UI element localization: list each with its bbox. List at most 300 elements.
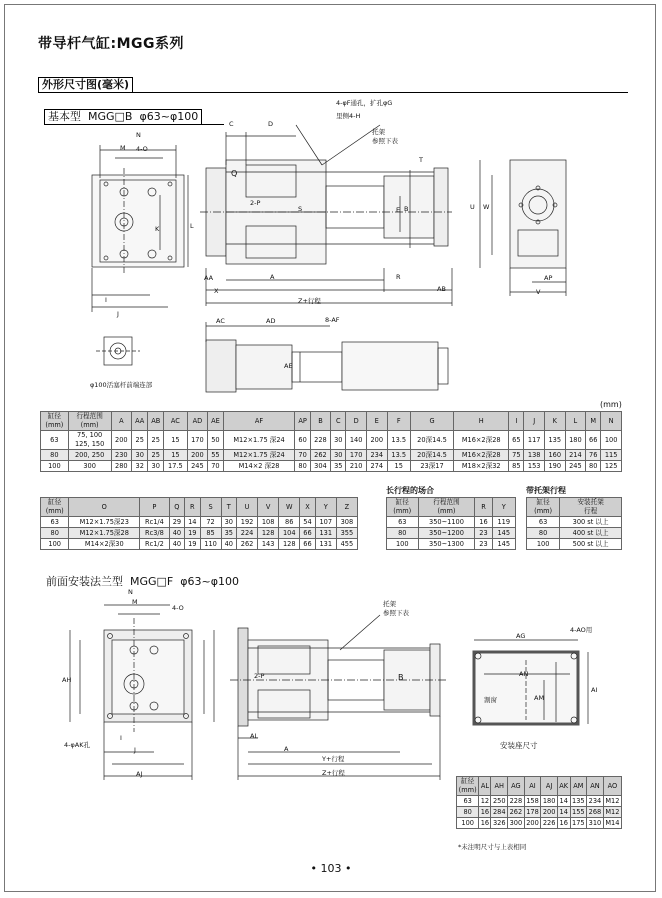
table-header-row <box>527 498 622 517</box>
column-header: AP <box>295 412 310 431</box>
dim-letter-aj: AJ <box>136 770 143 778</box>
table-cell: 70 <box>295 450 310 461</box>
table-cell: 350~1100 <box>418 517 475 528</box>
column-header: J <box>524 412 545 431</box>
table-cell: 85 <box>509 461 524 472</box>
table-row <box>387 528 516 539</box>
callout-mount-base: 安装座尺寸 <box>500 741 538 750</box>
table-cell: M12×1.75深28 <box>69 528 140 539</box>
table-cell: 200 <box>366 431 387 450</box>
table-cell: 14 <box>557 807 570 818</box>
table-cell: 40 <box>169 528 184 539</box>
table-cell: 304 <box>310 461 331 472</box>
column-header: AF <box>223 412 295 431</box>
table-cell: 30 <box>148 461 164 472</box>
dim-letter-ab: AB <box>437 285 446 293</box>
table-cell: 30 <box>331 431 346 450</box>
table-cell: 85 <box>200 528 221 539</box>
dim-letter-u: U <box>470 203 475 211</box>
dim-letter-k: K <box>155 225 160 233</box>
table-cell: 12 <box>480 796 490 805</box>
table-cell: 180 <box>541 796 558 807</box>
table-cell: 153 <box>524 461 545 472</box>
table-cell: 125 <box>601 461 622 472</box>
table-cell: 55 <box>208 450 223 461</box>
dim-letter-j: J <box>117 310 119 318</box>
column-header: P <box>140 498 170 517</box>
table-cell: 210 <box>346 461 367 472</box>
table-cell: 355 <box>336 528 357 539</box>
callout-y-stroke: Y+行程 <box>322 755 345 763</box>
table-cell: M12 <box>603 807 621 818</box>
table-cell: 200 <box>111 431 132 450</box>
table-cell: M12×1.75 深24 <box>223 450 295 461</box>
dim-letter-fb: B <box>398 673 404 682</box>
column-header: 安装托架 行程 <box>560 498 622 517</box>
table-cell: 300 st 以上 <box>560 517 622 528</box>
column-header: AD <box>187 412 208 431</box>
table-cell: 29 <box>169 517 184 528</box>
table-cell: 300 <box>68 461 111 472</box>
table-cell: 23 <box>475 528 492 539</box>
table-cell: 224 <box>237 528 258 539</box>
column-header: W <box>279 498 300 517</box>
table-cell: 226 <box>541 818 558 829</box>
callout-z-stroke: Z+行程 <box>298 297 321 305</box>
callout-flange-bracket-ref: 参照下表 <box>383 609 409 617</box>
column-header: AL <box>479 777 491 796</box>
dim-letter-q: Q <box>231 169 238 178</box>
column-header: X <box>300 498 315 517</box>
table-cell: 192 <box>237 517 258 528</box>
column-header: V <box>258 498 279 517</box>
table-header-row <box>457 777 622 796</box>
table-row <box>41 450 622 461</box>
column-header: AB <box>148 412 164 431</box>
table-cell: 170 <box>187 431 208 450</box>
table-cell: 14 <box>185 517 200 528</box>
column-header: AE <box>208 412 223 431</box>
table-cell: 35 <box>331 461 346 472</box>
table-cell: 190 <box>544 461 565 472</box>
table-cell: 63 <box>457 796 479 807</box>
table-cell: 25 <box>148 431 164 450</box>
callout-flange-holes: 4-φAK孔 <box>64 741 90 749</box>
column-header: L <box>565 412 586 431</box>
table-cell: M14×2深30 <box>69 539 140 550</box>
dim-letter-c: C <box>229 120 234 128</box>
table-cell: 19 <box>185 539 200 550</box>
table-cell: M12×1.75深23 <box>69 517 140 528</box>
table-cell: 66 <box>300 539 315 550</box>
table-cell: 268 <box>587 807 604 818</box>
table-header-row <box>41 498 358 517</box>
table-cell: 245 <box>187 461 208 472</box>
dim-letter-w: W <box>483 203 490 211</box>
page-number: • 103 • <box>310 862 352 875</box>
dim-letter-r: R <box>396 273 401 281</box>
callout-through-hole: 4-φF通孔，扩孔φG <box>336 99 393 107</box>
column-header: S <box>200 498 221 517</box>
table-cell: 200 <box>187 450 208 461</box>
table-cell: 100 <box>527 539 560 550</box>
column-header: E <box>366 412 387 431</box>
table-cell: 180 <box>565 431 586 450</box>
column-header: R <box>475 498 492 517</box>
table-cell: 326 <box>491 818 508 829</box>
dimension-table-secondary <box>40 497 358 550</box>
basic-type-heading: 基本型 MGG□B φ63~φ100 <box>44 109 202 125</box>
basic-end-view <box>480 160 566 296</box>
table-cell: 30 <box>331 450 346 461</box>
table-cell: 76 <box>586 450 601 461</box>
table-cell: 200, 250 <box>68 450 111 461</box>
dim-letter-fj: J <box>134 746 136 754</box>
table-row <box>527 539 622 550</box>
table-cell: 80 <box>295 461 310 472</box>
table-cell: 30 <box>221 517 236 528</box>
table-cell: 230 <box>111 450 132 461</box>
table-cell: 13.5 <box>387 450 410 461</box>
column-header: AH <box>491 777 508 796</box>
table-cell: 14 <box>557 796 570 807</box>
table-header-row <box>41 412 622 431</box>
table-cell: 63 <box>41 431 69 450</box>
callout-8af: 8-AF <box>325 316 340 324</box>
table-cell: M14 <box>603 818 621 829</box>
callout-back-thread: 里侧4-H <box>336 112 361 120</box>
table-cell: 200 <box>541 807 558 818</box>
table-row <box>41 517 358 528</box>
table-cell: 40 <box>169 539 184 550</box>
table-row <box>457 796 622 807</box>
table-cell: 200 <box>524 818 541 829</box>
table-cell: 70 <box>208 461 223 472</box>
dim-letter-l: L <box>190 222 194 230</box>
table-row <box>41 461 622 472</box>
table-header-row <box>387 498 516 517</box>
table-cell: 170 <box>346 450 367 461</box>
piston-end-detail <box>96 337 140 365</box>
dim-letter-s: S <box>298 205 303 213</box>
table-cell: 128 <box>279 539 300 550</box>
table-cell: 500 st 以上 <box>560 539 622 550</box>
table-cell: 228 <box>310 431 331 450</box>
column-header: B <box>310 412 331 431</box>
table-cell: 350~1300 <box>418 539 475 550</box>
dim-letter-fm: M <box>132 598 138 606</box>
column-header: AM <box>570 777 587 796</box>
column-header: AJ <box>541 777 558 796</box>
column-header: G <box>410 412 453 431</box>
dim-letter-b: B <box>404 205 409 213</box>
table-cell: 115 <box>601 450 622 461</box>
dim-letter-m: M <box>120 144 126 152</box>
flange-type-heading: 前面安装法兰型 MGG□F φ63~φ100 <box>46 575 239 588</box>
table-cell: 23 <box>475 539 492 550</box>
dim-letter-ag: AG <box>516 632 526 640</box>
long-stroke-caption: 长行程的场合 <box>386 486 434 495</box>
table-cell: 54 <box>300 517 315 528</box>
table-cell: 80 <box>457 807 479 818</box>
footnote: *未注明尺寸与上表相同 <box>458 843 527 851</box>
table-cell: 63 <box>527 517 560 528</box>
table-cell: 308 <box>336 517 357 528</box>
callout-flange-bracket: 托架 <box>383 600 396 608</box>
table-cell: 16 <box>480 807 490 816</box>
dim-letter-fi: I <box>120 734 122 742</box>
column-header: O <box>69 498 140 517</box>
table-cell: 284 <box>491 807 508 818</box>
table-cell: 140 <box>346 431 367 450</box>
page-title: 带导杆气缸:MGG系列 <box>38 36 185 52</box>
column-header: AG <box>508 777 525 796</box>
table-cell: 35 <box>221 528 236 539</box>
table-cell: 23深17 <box>410 461 453 472</box>
table-cell: 178 <box>524 807 541 818</box>
dim-letter-al: AL <box>250 732 259 740</box>
table-cell: 80 <box>527 528 560 539</box>
dim-letter-t: T <box>419 156 423 164</box>
table-cell: 15 <box>164 431 187 450</box>
table-cell: 86 <box>279 517 300 528</box>
table-cell: 80 <box>586 461 601 472</box>
table-cell: M12 <box>603 796 621 807</box>
table-row <box>457 807 622 818</box>
flange-front-view <box>70 605 214 780</box>
table-cell: 131 <box>315 539 336 550</box>
table-cell: 75 <box>509 450 524 461</box>
table-cell: M16×2深28 <box>454 431 509 450</box>
column-header: D <box>346 412 367 431</box>
callout-section-cut: 割窗 <box>484 696 497 704</box>
table-cell: 72 <box>200 517 221 528</box>
column-header: 缸径 (mm) <box>41 498 69 517</box>
table-row <box>457 818 622 829</box>
table-cell: 104 <box>279 528 300 539</box>
table-cell: 350~1200 <box>418 528 475 539</box>
table-cell: 75, 100 125, 150 <box>68 431 111 450</box>
table-cell: 274 <box>366 461 387 472</box>
table-cell: 32 <box>132 461 148 472</box>
callout-bracket: 托架 <box>372 128 385 136</box>
mount-base-view <box>474 640 588 724</box>
table-cell: 131 <box>315 528 336 539</box>
column-header: 缸径 (mm) <box>457 777 479 796</box>
table-cell: 15 <box>164 450 187 461</box>
table-cell: 16 <box>557 818 570 829</box>
dim-letter-ad: AD <box>266 317 276 325</box>
table-cell: 155 <box>570 807 587 818</box>
table-cell: 15 <box>387 461 410 472</box>
dim-letter-fa: A <box>284 745 289 753</box>
table-cell: 63 <box>41 517 69 528</box>
dimension-table-main <box>40 411 622 472</box>
table-cell: 310 <box>587 818 604 829</box>
callout-flange-z-stroke: Z+行程 <box>322 769 345 777</box>
table-cell: 50 <box>208 431 223 450</box>
table-cell: Rc1/2 <box>140 539 170 550</box>
column-header: 缸径 (mm) <box>527 498 560 517</box>
table-row <box>527 528 622 539</box>
column-header: Y <box>315 498 336 517</box>
dim-letter-n: N <box>136 131 141 139</box>
column-header: Q <box>169 498 184 517</box>
callout-bracket-ref: 参照下表 <box>372 137 398 145</box>
column-header: AN <box>587 777 604 796</box>
dim-letter-d: D <box>268 120 274 128</box>
column-header: Y <box>492 498 515 517</box>
column-header: Z <box>336 498 357 517</box>
table-row <box>387 517 516 528</box>
table-cell: 160 <box>544 450 565 461</box>
callout-flange-4o: 4-O <box>172 604 184 612</box>
dim-letter-v: V <box>536 288 541 296</box>
table-cell: 66 <box>300 528 315 539</box>
table-cell: 40 <box>221 539 236 550</box>
section-heading: 外形尺寸图(毫米) <box>38 77 133 93</box>
dim-letter-ap: AP <box>544 274 553 282</box>
column-header: AA <box>132 412 148 431</box>
callout-piston-end: φ100活塞杆前端连部 <box>90 381 153 389</box>
basic-top-view <box>206 322 448 392</box>
callout-4o: 4-O <box>136 145 148 153</box>
table-cell: 19 <box>185 528 200 539</box>
basic-side-view <box>200 125 452 306</box>
column-header: 行程范围 (mm) <box>68 412 111 431</box>
column-header: 行程范围 (mm) <box>418 498 475 517</box>
table-cell: 119 <box>492 517 515 528</box>
dim-letter-x: X <box>214 287 219 295</box>
table-cell: 108 <box>258 517 279 528</box>
table-cell: 262 <box>310 450 331 461</box>
dim-letter-aa: AA <box>204 274 214 282</box>
column-header: I <box>509 412 524 431</box>
table-cell: 63 <box>387 517 419 528</box>
table-row <box>41 539 358 550</box>
table-cell: 135 <box>544 431 565 450</box>
table-cell: 13.5 <box>387 431 410 450</box>
table-cell: 143 <box>258 539 279 550</box>
long-stroke-table <box>386 497 516 550</box>
callout-flange-2p: 2-P <box>254 672 265 680</box>
table-cell: Rc3/8 <box>140 528 170 539</box>
column-header: A <box>111 412 132 431</box>
table-cell: 25 <box>148 450 164 461</box>
table-cell: 110 <box>200 539 221 550</box>
column-header: AC <box>164 412 187 431</box>
column-header: AI <box>524 777 541 796</box>
table-cell: 228 <box>508 796 525 807</box>
table-cell: 280 <box>111 461 132 472</box>
column-header: AO <box>603 777 621 796</box>
dim-letter-fn: N <box>128 588 133 596</box>
dim-letter-an: AN <box>519 670 529 678</box>
table-cell: 400 st 以上 <box>560 528 622 539</box>
column-header: 缸径 (mm) <box>387 498 419 517</box>
table-cell: Rc1/4 <box>140 517 170 528</box>
table-cell: 135 <box>570 796 587 807</box>
table-row <box>527 517 622 528</box>
table-cell: 117 <box>524 431 545 450</box>
table-cell: 300 <box>508 818 525 829</box>
column-header: F <box>387 412 410 431</box>
table-cell: 100 <box>601 431 622 450</box>
column-header: H <box>454 412 509 431</box>
table-cell: 80 <box>387 528 419 539</box>
table-cell: 100 <box>457 818 479 829</box>
table-cell: 25 <box>132 431 148 450</box>
table-cell: 65 <box>509 431 524 450</box>
table-cell: 100 <box>41 539 69 550</box>
table-row <box>387 539 516 550</box>
table-cell: 262 <box>508 807 525 818</box>
table-row <box>41 431 622 450</box>
flange-dimension-table <box>456 776 622 829</box>
table-cell: 60 <box>295 431 310 450</box>
table-cell: 20深14.5 <box>410 431 453 450</box>
column-header: C <box>331 412 346 431</box>
dim-letter-ae: AE <box>284 362 293 370</box>
dim-letter-a: A <box>270 273 275 281</box>
column-header: T <box>221 498 236 517</box>
table-cell: 145 <box>492 528 515 539</box>
table-cell: 17.5 <box>164 461 187 472</box>
table-cell: 107 <box>315 517 336 528</box>
table-cell: 30 <box>132 450 148 461</box>
column-header: U <box>237 498 258 517</box>
table-cell: 80 <box>41 450 69 461</box>
dim-letter-ai: AI <box>591 686 598 694</box>
column-header: AK <box>557 777 570 796</box>
table-cell: 100 <box>41 461 69 472</box>
callout-flange-thread: 4-AO用 <box>570 626 593 634</box>
table-cell: 80 <box>41 528 69 539</box>
column-header: 缸径 (mm) <box>41 412 69 431</box>
table-cell: 245 <box>565 461 586 472</box>
dim-letter-ah: AH <box>62 676 72 684</box>
table-cell: 138 <box>524 450 545 461</box>
table-cell: 158 <box>524 796 541 807</box>
unit-note: (mm) <box>600 400 622 409</box>
table-cell: 455 <box>336 539 357 550</box>
table-cell: 250 <box>491 796 508 807</box>
table-cell: 16 <box>480 818 490 827</box>
table-cell: 234 <box>366 450 387 461</box>
bracket-stroke-caption: 带托架行程 <box>526 486 566 495</box>
callout-2p: 2-P <box>250 199 261 207</box>
table-cell: 145 <box>492 539 515 550</box>
column-header: K <box>544 412 565 431</box>
table-cell: 262 <box>237 539 258 550</box>
dim-letter-i: I <box>105 296 107 304</box>
table-cell: M16×2深28 <box>454 450 509 461</box>
table-row <box>41 528 358 539</box>
table-cell: 16 <box>475 517 492 528</box>
table-cell: M12×1.75 深24 <box>223 431 295 450</box>
table-cell: 66 <box>586 431 601 450</box>
table-cell: 20深14.5 <box>410 450 453 461</box>
basic-front-view <box>92 145 188 312</box>
dim-letter-ac: AC <box>216 317 225 325</box>
table-cell: 175 <box>570 818 587 829</box>
dim-letter-e: E <box>396 206 401 214</box>
dim-letter-am: AM <box>534 694 545 702</box>
table-cell: 100 <box>387 539 419 550</box>
table-cell: 214 <box>565 450 586 461</box>
table-cell: 128 <box>258 528 279 539</box>
column-header: R <box>185 498 200 517</box>
